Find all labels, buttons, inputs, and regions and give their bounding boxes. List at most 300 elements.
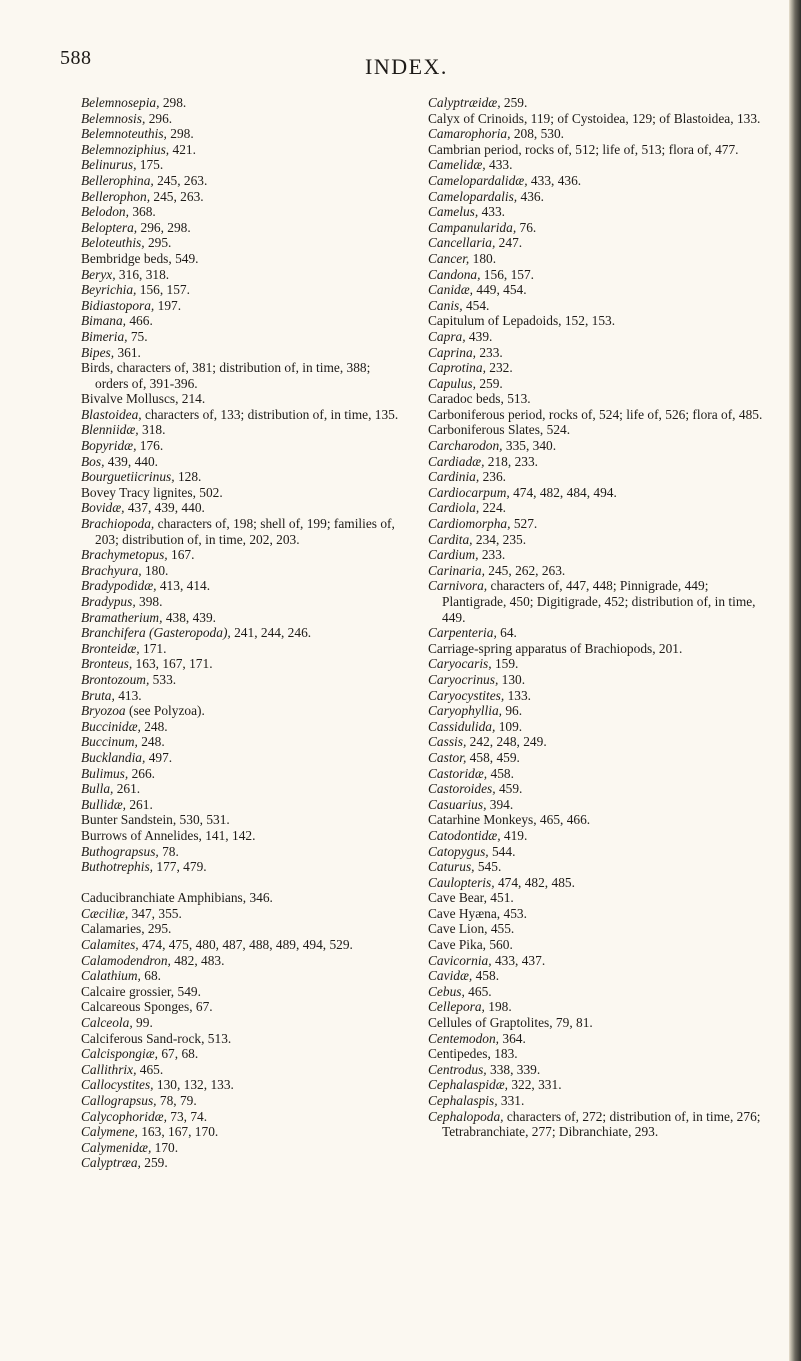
entry-text: 180. (141, 562, 169, 578)
index-entry (81, 204, 399, 220)
entry-text: Bunter Sandstein, 530, 531. (81, 812, 230, 828)
entry-text: 78, 79. (156, 1093, 197, 1108)
entry-term: Brontozoum, (81, 671, 150, 687)
entry-term: Callograpsus, (81, 1093, 157, 1108)
index-entry (81, 500, 399, 516)
index-entry (428, 1093, 773, 1109)
entry-text: 266. (128, 765, 156, 781)
entry-term: Buthograpsus, (81, 843, 159, 859)
entry-text: 73, 74. (166, 1108, 208, 1124)
index-entry (81, 906, 399, 922)
entry-text: 180. (469, 250, 497, 266)
entry-term: Caryocaris, (428, 656, 492, 672)
index-entry (428, 703, 773, 719)
entry-term: Calycophoridæ, (81, 1108, 167, 1124)
index-entry (81, 625, 399, 641)
entry-text: 298. (159, 95, 187, 110)
entry-term: Callithrix, (81, 1061, 137, 1077)
entry-text: 433. (485, 157, 513, 173)
entry-term: Branchifera (Gasteropoda), (81, 625, 231, 641)
index-entry (81, 890, 399, 906)
entry-text: 438, 439. (162, 609, 217, 625)
index-entry (81, 859, 399, 875)
entry-text: 398. (135, 594, 163, 609)
entry-text: 335, 340. (502, 438, 557, 454)
entry-term: Camelidæ, (428, 157, 486, 173)
entry-text: 232. (485, 360, 513, 376)
entry-text: 248. (140, 718, 168, 734)
entry-text: 259. (140, 1155, 168, 1171)
index-entry (428, 984, 773, 1000)
entry-text: 318. (138, 422, 166, 438)
entry-term: Bopyridæ, (81, 438, 137, 454)
entry-term: Cardita, (428, 531, 473, 547)
entry-term: Cephalaspis, (428, 1093, 498, 1108)
entry-term: Bellerophina, (81, 172, 154, 188)
index-entry (428, 672, 773, 688)
index-entry (81, 594, 399, 610)
entry-text: Cellules of Graptolites, 79, 81. (428, 1015, 593, 1031)
entry-term: Caryocrinus, (428, 671, 499, 687)
entry-term: Bulimus, (81, 765, 129, 781)
entry-text: 433, 437. (491, 952, 546, 968)
index-entry (81, 999, 399, 1015)
entry-text: 67, 68. (158, 1046, 199, 1062)
entry-term: Belinurus, (81, 157, 137, 173)
entry-text: 527. (510, 516, 538, 532)
entry-text: 458. (487, 765, 514, 781)
entry-term: Centemodon, (428, 1030, 500, 1046)
entry-term: Camelopardalis, (428, 188, 518, 204)
index-entry (428, 454, 773, 470)
entry-term: Bucklandia, (81, 749, 146, 765)
entry-term: Cancellaria, (428, 235, 496, 251)
entry-term: Bos, (81, 453, 105, 469)
entry-term: Carinaria, (428, 562, 485, 578)
entry-term: Buccinum, (81, 734, 138, 750)
entry-text: 259. (476, 375, 503, 391)
index-entry (428, 485, 773, 501)
index-entry (81, 111, 399, 127)
entry-text: Calyx of Crinoids, 119; of Cystoidea, 129; of Blastoidea, 133. (428, 110, 761, 126)
entry-text: 394. (486, 796, 514, 812)
page-edge-shadow (789, 0, 801, 1361)
index-entry (428, 641, 773, 657)
index-entry (428, 797, 773, 813)
index-entry (81, 485, 399, 501)
index-entry (428, 142, 773, 158)
entry-term: Cardiadæ, (428, 453, 485, 469)
index-entry (81, 781, 399, 797)
index-entry (81, 345, 399, 361)
entry-text: 465. (136, 1061, 164, 1077)
entry-text: 233. (476, 344, 503, 360)
entry-term: Beloptera, (81, 219, 138, 235)
entry-text: Centipedes, 183. (428, 1046, 518, 1062)
entry-term: Camelopardalidæ, (428, 172, 528, 188)
entry-text: 170. (151, 1139, 179, 1155)
entry-term: Bidiastopora, (81, 297, 155, 313)
entry-term: Cavidæ, (428, 968, 473, 984)
entry-text: 544. (488, 843, 516, 859)
index-entry (81, 844, 399, 860)
entry-text: characters of, 447, 448; Pinnigrade, 449; Plantigrade, 450; Digitigrade, 452; distribution of, in time, 449. (442, 578, 756, 625)
index-entry (81, 1109, 399, 1125)
entry-text: 474, 475, 480, 487, 488, 489, 494, 529. (138, 937, 353, 953)
index-entry (428, 563, 773, 579)
index-entry (428, 890, 773, 906)
entry-text: 176. (136, 438, 164, 454)
entry-term: Brachiopoda, (81, 516, 155, 532)
entry-text: 419. (500, 827, 528, 843)
entry-term: Calymene, (81, 1124, 138, 1140)
index-entry (81, 126, 399, 142)
entry-text: Carriage-spring apparatus of Brachiopods, 201. (428, 640, 683, 656)
entry-term: Bipes, (81, 344, 115, 360)
entry-text: (see Polyzoa). (125, 703, 205, 719)
entry-term: Calamites, (81, 937, 139, 953)
entry-term: Cardinia, (428, 469, 480, 485)
index-entry (81, 703, 399, 719)
index-entry (428, 173, 773, 189)
index-entry (81, 267, 399, 283)
index-entry (81, 1077, 399, 1093)
page-title: INDEX. (365, 54, 448, 79)
entry-text: 458, 459. (466, 749, 520, 765)
entry-term: Castoroides, (428, 781, 496, 797)
entry-text: 338, 339. (486, 1061, 541, 1077)
entry-text: 298. (166, 126, 194, 142)
entry-text: Bovey Tracy lignites, 502. (81, 484, 223, 500)
page-number: 588 (60, 47, 92, 69)
entry-text: 296, 298. (137, 219, 191, 235)
entry-term: Bimana, (81, 313, 127, 329)
index-entry (428, 267, 773, 283)
entry-text: Carboniferous period, rocks of, 524; life of, 526; flora of, 485. (428, 406, 763, 422)
index-entry (81, 734, 399, 750)
entry-term: Bruta, (81, 687, 115, 703)
index-entry (81, 251, 399, 267)
index-entry (428, 968, 773, 984)
entry-term: Cephalaspidæ, (428, 1077, 508, 1093)
entry-term: Caryocystites, (428, 687, 505, 703)
entry-text: 245, 262, 263. (484, 562, 566, 578)
entry-term: Catodontidæ, (428, 827, 501, 843)
index-entry (81, 578, 399, 594)
entry-text: 449, 454. (473, 282, 527, 298)
index-entry (428, 1077, 773, 1093)
entry-text: 156, 157. (136, 282, 190, 298)
entry-term: Cæciliæ, (81, 905, 129, 921)
index-entry (428, 921, 773, 937)
index-entry (428, 719, 773, 735)
entry-text: Calcaire grossier, 549. (81, 983, 201, 999)
entry-text: 218, 233. (484, 453, 538, 469)
entry-term: Bronteus, (81, 656, 133, 672)
index-entry (81, 1046, 399, 1062)
index-entry (428, 345, 773, 361)
index-entry (81, 656, 399, 672)
index-entry (81, 797, 399, 813)
entry-text: 259. (500, 95, 528, 110)
index-entry (81, 1124, 399, 1140)
entry-text: Cave Hyæna, 453. (428, 905, 527, 921)
index-entry (428, 1015, 773, 1031)
entry-text: Caducibranchiate Amphibians, 346. (81, 890, 273, 906)
entry-text: 208, 530. (510, 126, 565, 142)
entry-text: 421. (169, 141, 196, 157)
entry-term: Cavicornia, (428, 952, 492, 968)
entry-term: Calyptræidæ, (428, 95, 501, 110)
index-entry (81, 688, 399, 704)
entry-text: 198. (484, 999, 512, 1015)
index-entry (428, 1109, 773, 1140)
index-entry (81, 469, 399, 485)
entry-text: 437, 439, 440. (124, 500, 205, 516)
entry-text: 295. (144, 235, 172, 251)
index-entry (428, 781, 773, 797)
entry-text: 433. (478, 204, 505, 220)
entry-text: 99. (132, 1015, 153, 1031)
entry-text: 224. (479, 500, 506, 516)
entry-term: Carnivora, (428, 578, 488, 594)
entry-text: 248. (137, 734, 165, 750)
index-entry (81, 641, 399, 657)
entry-term: Calamodendron, (81, 952, 171, 968)
entry-text: 474, 482, 484, 494. (509, 484, 617, 500)
entry-term: Beyrichia, (81, 282, 137, 298)
entry-term: Cardium, (428, 547, 479, 563)
index-entry (81, 95, 399, 111)
entry-term: Caulopteris, (428, 874, 495, 890)
entry-term: Buthotrephis, (81, 859, 154, 875)
entry-term: Buccinidæ, (81, 718, 141, 734)
entry-text: 163, 167, 171. (132, 656, 213, 672)
entry-text: 439. (465, 328, 493, 344)
entry-text: 64. (496, 625, 517, 641)
index-entry (81, 422, 399, 438)
index-entry (428, 111, 773, 127)
entry-text: 433, 436. (527, 172, 582, 188)
index-entry (81, 298, 399, 314)
entry-term: Bullidæ, (81, 796, 127, 812)
entry-text: Caradoc beds, 513. (428, 391, 531, 407)
index-entry (81, 220, 399, 236)
index-entry (81, 563, 399, 579)
index-entry (81, 282, 399, 298)
entry-text: Bembridge beds, 549. (81, 250, 199, 266)
entry-text: Cave Lion, 455. (428, 921, 515, 937)
index-entry (81, 984, 399, 1000)
entry-text: Calciferous Sand-rock, 513. (81, 1030, 232, 1046)
index-entry (428, 251, 773, 267)
entry-term: Catopygus, (428, 843, 489, 859)
entry-text: 322, 331. (507, 1077, 562, 1093)
entry-text: 163, 167, 170. (137, 1124, 219, 1140)
index-entry (81, 812, 399, 828)
entry-text: 364. (499, 1030, 526, 1046)
entry-text: 197. (154, 297, 182, 313)
index-entry (428, 95, 773, 111)
entry-term: Cardiola, (428, 500, 480, 516)
entry-text: 76. (516, 219, 537, 235)
entry-term: Bulla, (81, 781, 114, 797)
index-entry (81, 189, 399, 205)
entry-term: Caryophyllia, (428, 703, 503, 719)
entry-term: Cellepora, (428, 999, 485, 1015)
index-entry (81, 173, 399, 189)
index-entry (81, 142, 399, 158)
entry-term: Blenniidæ, (81, 422, 139, 438)
entry-text: 75. (127, 328, 148, 344)
index-entry (428, 407, 773, 423)
index-entry (428, 298, 773, 314)
index-entry (428, 578, 773, 625)
entry-text: 133. (504, 687, 532, 703)
entry-text: 413. (114, 687, 142, 703)
index-entry (428, 500, 773, 516)
entry-text: 545. (474, 859, 502, 875)
entry-term: Capra, (428, 328, 466, 344)
entry-term: Bradypodidæ, (81, 578, 157, 594)
index-entry (428, 469, 773, 485)
index-entry (428, 750, 773, 766)
index-entry (428, 360, 773, 376)
index-entry (81, 1031, 399, 1047)
entry-text: 96. (502, 703, 523, 719)
entry-text: 233. (478, 547, 506, 563)
index-entry (81, 313, 399, 329)
index-entry (428, 906, 773, 922)
entry-text: 331. (497, 1093, 525, 1108)
entry-term: Calathium, (81, 968, 141, 984)
entry-term: Bramatherium, (81, 609, 163, 625)
entry-term: Bryozoa (81, 703, 126, 719)
entry-text: 109. (495, 718, 523, 734)
entry-term: Calceola, (81, 1015, 133, 1031)
index-entry (428, 937, 773, 953)
entry-term: Cardiocarpum, (428, 484, 510, 500)
entry-term: Bovidæ, (81, 500, 125, 516)
index-entry (81, 407, 399, 423)
entry-text: 167. (167, 547, 195, 563)
index-entry (428, 625, 773, 641)
index-entry (81, 235, 399, 251)
entry-text: Bivalve Molluscs, 214. (81, 391, 206, 407)
entry-term: Blastoidea, (81, 406, 142, 422)
index-entry (81, 516, 399, 547)
entry-term: Calymenidæ, (81, 1139, 152, 1155)
entry-term: Calyptræa, (81, 1155, 141, 1171)
entry-term: Canidæ, (428, 282, 474, 298)
index-entry (81, 610, 399, 626)
index-entry (428, 204, 773, 220)
index-entry (81, 391, 399, 407)
entry-text: 361. (114, 344, 141, 360)
index-entry (81, 750, 399, 766)
entry-term: Cassis, (428, 734, 467, 750)
entry-term: Carcharodon, (428, 438, 503, 454)
entry-term: Castor, (428, 749, 467, 765)
index-entry (81, 1062, 399, 1078)
entry-term: Bimeria, (81, 328, 128, 344)
index-entry (428, 999, 773, 1015)
index-entry (428, 126, 773, 142)
entry-text: 177, 479. (153, 859, 207, 875)
index-entry (428, 438, 773, 454)
index-entry (428, 547, 773, 563)
index-entry (81, 1093, 399, 1109)
entry-text: 159. (491, 656, 519, 672)
entry-text: 156, 157. (480, 266, 535, 282)
index-entry (428, 953, 773, 969)
index-entry (428, 844, 773, 860)
entry-text: 130. (498, 671, 526, 687)
entry-text: Catarhine Monkeys, 465, 466. (428, 812, 591, 828)
entry-text: 439, 440. (104, 453, 158, 469)
index-entry (81, 329, 399, 345)
index-entry (81, 828, 399, 844)
index-entry (81, 438, 399, 454)
index-column-right (428, 95, 773, 1140)
entry-text: Calcareous Sponges, 67. (81, 999, 213, 1015)
entry-text: 482, 483. (170, 952, 225, 968)
index-entry (81, 672, 399, 688)
index-entry (428, 532, 773, 548)
index-entry (81, 921, 399, 937)
entry-term: Caprina, (428, 344, 476, 360)
index-entry (428, 220, 773, 236)
entry-term: Calcispongiæ, (81, 1046, 159, 1062)
index-entry (81, 157, 399, 173)
entry-text: 296. (145, 110, 173, 126)
entry-text: 242, 248, 249. (466, 734, 547, 750)
entry-text: Cave Bear, 451. (428, 890, 514, 906)
entry-text: 459. (495, 781, 523, 797)
entry-text: 261. (113, 781, 141, 797)
entry-term: Cephalopoda, (428, 1108, 504, 1124)
entry-text: 245, 263. (150, 188, 204, 204)
index-entry (81, 1155, 399, 1171)
index-entry (428, 734, 773, 750)
index-entry (428, 656, 773, 672)
index-entry (428, 376, 773, 392)
index-entry (428, 859, 773, 875)
entry-text: Birds, characters of, 381; distribution of, in time, 388; orders of, 391-396. (81, 360, 371, 391)
entry-term: Beloteuthis, (81, 235, 145, 251)
entry-term: Candona, (428, 266, 481, 282)
index-entry (81, 360, 399, 391)
entry-text: 474, 482, 485. (494, 874, 575, 890)
entry-text: Cambrian period, rocks of, 512; life of, 513; flora of, 477. (428, 141, 739, 157)
entry-term: Camelus, (428, 204, 479, 220)
entry-text: Burrows of Annelides, 141, 142. (81, 827, 256, 843)
index-entry (81, 454, 399, 470)
entry-term: Brachymetopus, (81, 547, 168, 563)
entry-term: Bronteidæ, (81, 640, 140, 656)
index-entry (428, 1046, 773, 1062)
entry-term: Brachyura, (81, 562, 142, 578)
index-entry (428, 157, 773, 173)
entry-text: 261. (126, 796, 153, 812)
entry-text: 234, 235. (472, 531, 527, 547)
index-entry (428, 329, 773, 345)
index-entry (428, 766, 773, 782)
index-entry (428, 422, 773, 438)
entry-text: Cave Pika, 560. (428, 937, 513, 953)
entry-term: Casuarius, (428, 796, 487, 812)
entry-text: 316, 318. (115, 266, 170, 282)
